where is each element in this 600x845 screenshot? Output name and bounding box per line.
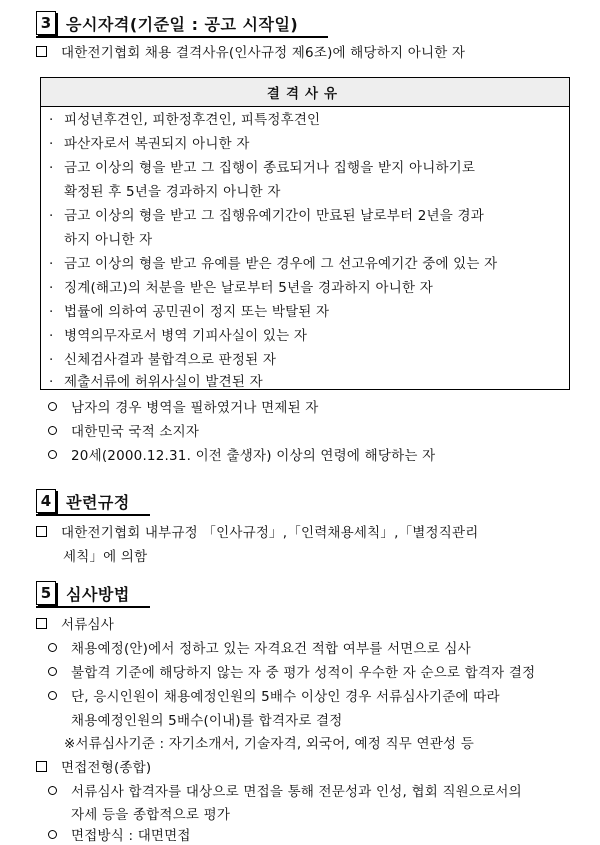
square-bullet-icon bbox=[36, 526, 47, 537]
section-5-title: 심사방법 bbox=[66, 584, 130, 604]
doc-review-label: 서류심사 bbox=[36, 616, 114, 634]
doc-review-item: 단, 응시인원이 채용예정인원의 5배수 이상인 경우 서류심사기준에 따라 bbox=[48, 688, 500, 706]
circle-bullet-icon bbox=[48, 830, 57, 839]
section-3-intro: 대한전기협회 채용 결격사유(인사규정 제6조)에 해당하지 아니한 자 bbox=[36, 44, 465, 62]
disqualification-table bbox=[40, 77, 570, 390]
circle-bullet-icon bbox=[48, 667, 57, 676]
disqualification-item: · 파산자로서 복권되지 아니한 자 bbox=[49, 136, 250, 152]
interview-item: 면접방식 : 대면면접 bbox=[48, 827, 191, 845]
section-5-header bbox=[36, 578, 130, 608]
square-bullet-icon bbox=[36, 618, 47, 629]
section-5-number: 5 bbox=[36, 581, 56, 605]
circle-bullet-icon bbox=[48, 691, 57, 700]
interview-item: 서류심사 합격자를 대상으로 면접을 통해 전문성과 인성, 협회 직원으로서의 bbox=[48, 783, 522, 801]
section-4-underline bbox=[36, 514, 150, 516]
doc-review-item: 채용예정(안)에서 정하고 있는 자격요건 적합 여부를 서면으로 심사 bbox=[48, 640, 471, 658]
disqualification-item: · 신체검사결과 불합격으로 판정된 자 bbox=[49, 352, 277, 368]
circle-bullet-icon bbox=[48, 450, 57, 459]
regulation-line-continued: 세칙」에 의함 bbox=[63, 549, 148, 565]
square-bullet-icon bbox=[36, 761, 47, 772]
disqualification-item-continued: 하지 아니한 자 bbox=[64, 232, 153, 248]
section-4-header bbox=[36, 486, 130, 516]
doc-review-note: ※서류심사기준 : 자기소개서, 기술자격, 외국어, 예정 직무 연관성 등 bbox=[64, 736, 474, 752]
doc-review-item: 불합격 기준에 해당하지 않는 자 중 평가 성적이 우수한 자 순으로 합격자 결정 bbox=[48, 664, 535, 682]
disqualification-table-header: 결격사유 bbox=[41, 78, 569, 107]
disqualification-item: · 금고 이상의 형을 받고 그 집행유예기간이 만료된 날로부터 2년을 경과 bbox=[49, 208, 484, 224]
disqualification-item: · 피성년후견인, 피한정후견인, 피특정후견인 bbox=[49, 112, 321, 128]
section-3-title: 응시자격(기준일 : 공고 시작일) bbox=[66, 14, 299, 34]
disqualification-item: · 금고 이상의 형을 받고 유예를 받은 경우에 그 선고유예기간 중에 있는 자 bbox=[49, 256, 498, 272]
circle-bullet-icon bbox=[48, 786, 57, 795]
section-3-number: 3 bbox=[36, 11, 56, 35]
condition-item: 남자의 경우 병역을 필하였거나 면제된 자 bbox=[48, 399, 319, 417]
section-4-number: 4 bbox=[36, 489, 56, 513]
disqualification-item-continued: 확정된 후 5년을 경과하지 아니한 자 bbox=[64, 184, 281, 200]
condition-item: 대한민국 국적 소지자 bbox=[48, 423, 199, 441]
interview-item-continued: 자세 등을 종합적으로 평가 bbox=[71, 807, 231, 823]
doc-review-item-continued: 채용예정인원의 5배수(이내)를 합격자로 결정 bbox=[71, 713, 343, 729]
circle-bullet-icon bbox=[48, 643, 57, 652]
circle-bullet-icon bbox=[48, 426, 57, 435]
condition-item: 20세(2000.12.31. 이전 출생자) 이상의 연령에 해당하는 자 bbox=[48, 447, 435, 465]
square-bullet-icon bbox=[36, 46, 47, 57]
section-3-underline bbox=[36, 36, 328, 38]
disqualification-item: · 법률에 의하여 공민권이 정지 또는 박탈된 자 bbox=[49, 304, 330, 320]
disqualification-item: · 금고 이상의 형을 받고 그 집행이 종료되거나 집행을 받지 아니하기로 bbox=[49, 160, 476, 176]
regulation-line: 대한전기협회 내부규정 「인사규정」,「인력채용세칙」,「별정직관리 bbox=[36, 524, 479, 542]
section-4-title: 관련규정 bbox=[66, 492, 130, 512]
section-5-underline bbox=[36, 606, 150, 608]
disqualification-item: · 징계(해고)의 처분을 받은 날로부터 5년을 경과하지 아니한 자 bbox=[49, 280, 433, 296]
circle-bullet-icon bbox=[48, 402, 57, 411]
interview-label: 면접전형(종합) bbox=[36, 759, 151, 777]
section-3-header bbox=[36, 8, 298, 38]
disqualification-item: · 제출서류에 허위사실이 발견된 자 bbox=[49, 374, 263, 390]
disqualification-item: · 병역의무자로서 병역 기피사실이 있는 자 bbox=[49, 328, 308, 344]
